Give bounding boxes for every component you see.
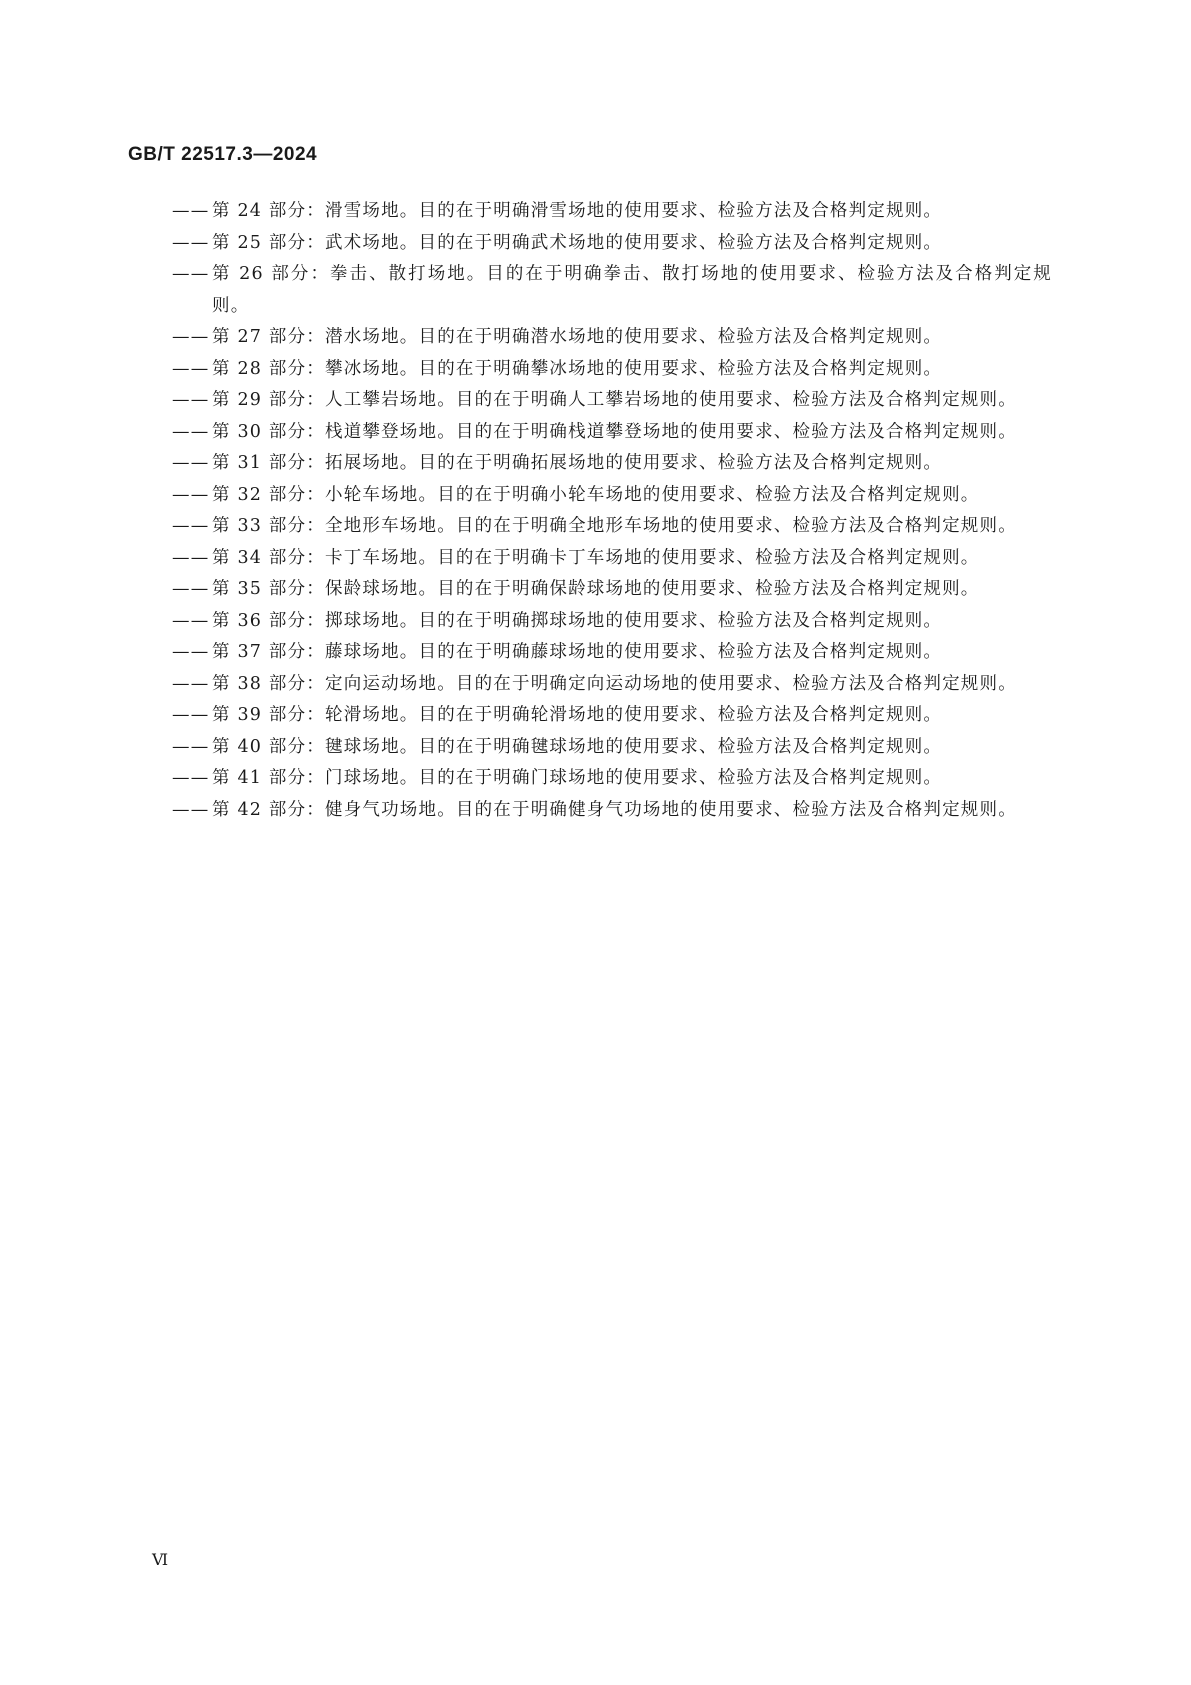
list-dash: ——: [172, 610, 210, 631]
list-item: [172, 669, 1052, 701]
list-item: [172, 795, 1052, 827]
list-item: [172, 511, 1052, 543]
list-dash: ——: [172, 768, 210, 788]
list-dash: ——: [172, 232, 210, 253]
list-dash: ——: [172, 799, 210, 820]
list-item-text: 第 35 部分：保龄球场地。目的在于明确保龄球场地的使用要求、检验方法及合格判定规则。: [212, 579, 980, 599]
list-item: [172, 228, 1052, 260]
list-item-text: 第 24 部分：滑雪场地。目的在于明确滑雪场地的使用要求、检验方法及合格判定规则。: [212, 201, 943, 221]
list-item: [172, 732, 1052, 764]
list-item-text: 第 32 部分：小轮车场地。目的在于明确小轮车场地的使用要求、检验方法及合格判定规则。: [212, 484, 980, 505]
list-dash: ——: [172, 547, 210, 568]
list-item-text: 第 40 部分：毽球场地。目的在于明确毽球场地的使用要求、检验方法及合格判定规则。: [212, 736, 943, 757]
list-dash: ——: [172, 484, 210, 505]
list-dash: ——: [172, 516, 210, 536]
list-item: [172, 637, 1052, 669]
list-item-text: 第 29 部分：人工攀岩场地。目的在于明确人工攀岩场地的使用要求、检验方法及合格判定规则。: [212, 390, 1017, 410]
list-dash: ——: [172, 579, 210, 599]
list-item: [172, 606, 1052, 638]
list-item: [172, 196, 1052, 228]
list-item: [172, 448, 1052, 480]
list-dash: ——: [172, 264, 210, 284]
list-item-text: 第 27 部分：潜水场地。目的在于明确潜水场地的使用要求、检验方法及合格判定规则。: [212, 327, 943, 347]
list-item: [172, 417, 1052, 449]
list-dash: ——: [172, 673, 210, 694]
list-item-text: 第 39 部分：轮滑场地。目的在于明确轮滑场地的使用要求、检验方法及合格判定规则。: [212, 705, 943, 725]
list-item-text: 第 34 部分：卡丁车场地。目的在于明确卡丁车场地的使用要求、检验方法及合格判定规则。: [212, 547, 980, 568]
list-item-text: 第 33 部分：全地形车场地。目的在于明确全地形车场地的使用要求、检验方法及合格判定规则。: [212, 516, 1017, 536]
standard-code: GB/T 22517.3—2024: [128, 144, 318, 165]
list-item-text: 第 37 部分：藤球场地。目的在于明确藤球场地的使用要求、检验方法及合格判定规则。: [212, 642, 943, 662]
parts-list: [172, 196, 1052, 826]
list-item-text: 第 25 部分：武术场地。目的在于明确武术场地的使用要求、检验方法及合格判定规则。: [212, 232, 943, 253]
list-dash: ——: [172, 390, 210, 410]
list-dash: ——: [172, 201, 210, 221]
list-dash: ——: [172, 327, 210, 347]
list-dash: ——: [172, 358, 210, 379]
list-item: [172, 543, 1052, 575]
list-item: [172, 354, 1052, 386]
list-item: [172, 700, 1052, 732]
list-item: [172, 385, 1052, 417]
list-item-text: 第 36 部分：掷球场地。目的在于明确掷球场地的使用要求、检验方法及合格判定规则。: [212, 610, 943, 631]
page-number: Ⅵ: [152, 1550, 169, 1569]
list-item: [172, 480, 1052, 512]
list-item: [172, 763, 1052, 795]
list-dash: ——: [172, 705, 210, 725]
list-dash: ——: [172, 453, 210, 473]
list-item-text: 第 28 部分：攀冰场地。目的在于明确攀冰场地的使用要求、检验方法及合格判定规则。: [212, 358, 943, 379]
list-item: [172, 322, 1052, 354]
list-item: [172, 259, 1052, 322]
list-item-text: 第 31 部分：拓展场地。目的在于明确拓展场地的使用要求、检验方法及合格判定规则。: [212, 453, 943, 473]
list-item-text: 第 38 部分：定向运动场地。目的在于明确定向运动场地的使用要求、检验方法及合格判定规则。: [212, 673, 1017, 694]
list-item-text: 第 41 部分：门球场地。目的在于明确门球场地的使用要求、检验方法及合格判定规则。: [212, 768, 943, 788]
list-dash: ——: [172, 736, 210, 757]
list-dash: ——: [172, 642, 210, 662]
list-item-text: 第 26 部分：拳击、散打场地。目的在于明确拳击、散打场地的使用要求、检验方法及合格判定规则。: [212, 264, 1052, 316]
list-item: [172, 574, 1052, 606]
list-dash: ——: [172, 421, 210, 442]
list-item-text: 第 42 部分：健身气功场地。目的在于明确健身气功场地的使用要求、检验方法及合格判定规则。: [212, 799, 1017, 820]
list-item-text: 第 30 部分：栈道攀登场地。目的在于明确栈道攀登场地的使用要求、检验方法及合格判定规则。: [212, 421, 1017, 442]
